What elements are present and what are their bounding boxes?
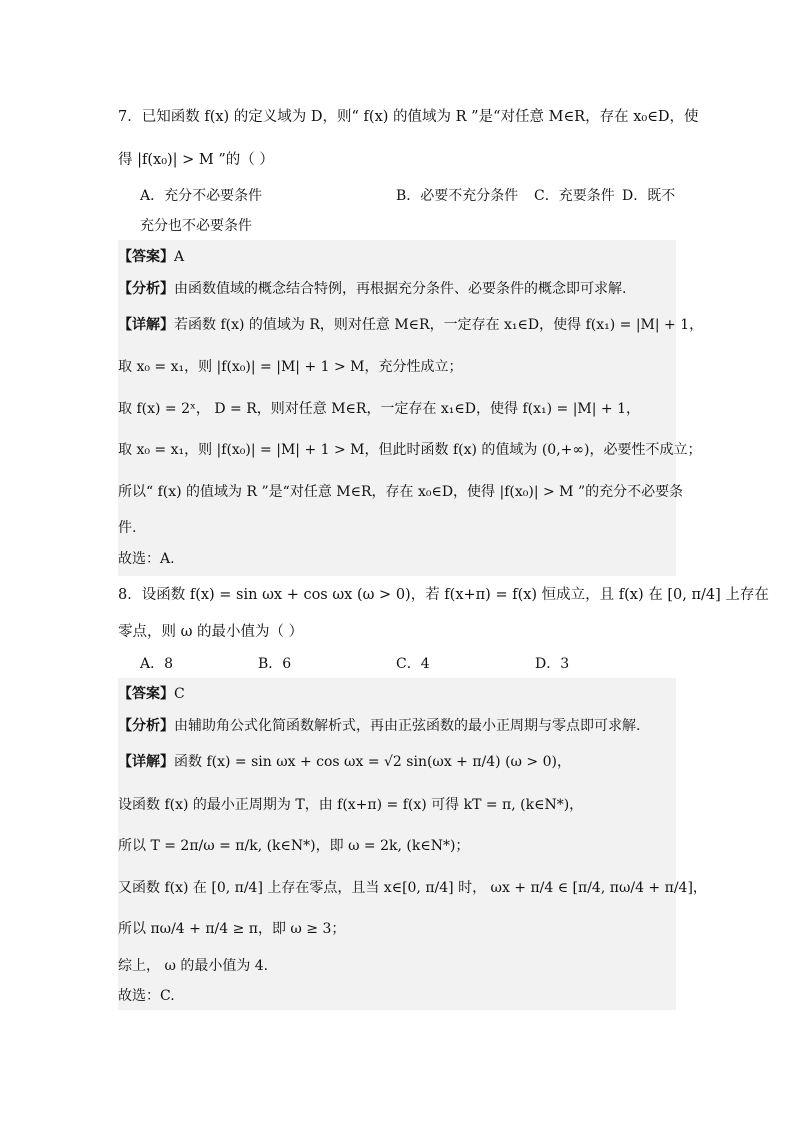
a7-detail-line-6: 件. [118, 520, 137, 536]
a7-detail-line-5: 所以“ f(x) 的值域为 R ”是“对任意 M∈R，存在 x₀∈D，使得 |f(x₀)| > M ”的充分不必要条 [118, 484, 684, 500]
a8-detail-line-5: 所以 πω/4 + π/4 ≥ π，即 ω ≥ 3； [118, 921, 346, 937]
a8-answer [118, 684, 185, 704]
a7-detail-line-3: 取 f(x) = 2ˣ， D = R，则对任意 M∈R，一定存在 x₁∈D，使得 f(x₁) = |M| + 1， [118, 401, 641, 417]
q7-stem-line2: 得 |f(x₀)| > M ”的（ ） [118, 152, 274, 168]
a7-answer [118, 247, 184, 267]
detail-line-1: 若函数 f(x) 的值域为 R，则对任意 M∈R，一定存在 x₁∈D，使得 f(x₁) = |M| + 1， [174, 317, 704, 333]
a8-detail-line-4: 又函数 f(x) 在 [0, π/4] 上存在零点，且当 x∈[0, π/4] 时， ωx + π/4 ∈ [π/4, πω/4 + π/4]， [118, 880, 707, 896]
a8-choose: 故选：C. [118, 988, 175, 1004]
analysis-tag: 【分析】 [118, 718, 174, 734]
q7-option-d: D．既不 [622, 188, 676, 204]
q8-option-c: C．4 [396, 656, 430, 672]
answer-tag: 【答案】 [118, 686, 174, 702]
a8-detail-line-3: 所以 T = 2π/ω = π/k, (k∈N*)，即 ω = 2k, (k∈N*)； [118, 838, 470, 854]
answer-tag: 【答案】 [118, 249, 174, 265]
a8-detail-line-6: 综上， ω 的最小值为 4. [118, 958, 269, 974]
q7-option-d-continued: 充分也不必要条件 [140, 218, 252, 234]
a7-analysis [118, 279, 626, 299]
detail-tag: 【详解】 [118, 754, 174, 770]
a7-choose: 故选：A. [118, 551, 175, 567]
a7-detail-line-4: 取 x₀ = x₁，则 |f(x₀)| = |M| + 1 > M，但此时函数 f(x) 的值域为 (0,+∞)，必要性不成立； [118, 442, 702, 458]
detail-tag: 【详解】 [118, 317, 174, 333]
q7-stem-line1: 7．已知函数 f(x) 的定义域为 D，则“ f(x) 的值域为 R ”是“对任意 M∈R，存在 x₀∈D，使 [118, 109, 699, 125]
analysis-text: 由函数值域的概念结合特例，再根据充分条件、必要条件的概念即可求解. [174, 281, 627, 297]
a7-detail-line-2: 取 x₀ = x₁，则 |f(x₀)| = |M| + 1 > M，充分性成立； [118, 359, 463, 375]
a8-detail [118, 752, 571, 772]
q8-option-d: D．3 [535, 656, 570, 672]
a7-detail [118, 315, 703, 335]
q7-option-c: C．充要条件 [534, 188, 615, 204]
detail-line-1: 函数 f(x) = sin ωx + cos ωx = √2 sin(ωx + π/4) (ω > 0)， [174, 754, 571, 770]
a8-detail-line-2: 设函数 f(x) 的最小正周期为 T，由 f(x+π) = f(x) 可得 kT = π, (k∈N*)， [118, 797, 584, 813]
q8-stem-line2: 零点，则 ω 的最小值为（ ） [118, 624, 304, 640]
q7-option-a: A．充分不必要条件 [140, 188, 263, 204]
analysis-tag: 【分析】 [118, 281, 174, 297]
answer-value: A [174, 249, 185, 265]
analysis-text: 由辅助角公式化简函数解析式，再由正弦函数的最小正周期与零点即可求解. [174, 718, 641, 734]
a8-analysis [118, 716, 640, 736]
q8-stem-line1: 8．设函数 f(x) = sin ωx + cos ωx (ω > 0)，若 f(x+π) = f(x) 恒成立，且 f(x) 在 [0, π/4] 上存在 [118, 587, 769, 603]
q8-option-b: B．6 [258, 656, 292, 672]
q7-option-b: B．必要不充分条件 [396, 188, 519, 204]
q8-option-a: A．8 [140, 656, 174, 672]
answer-value: C [174, 686, 185, 702]
